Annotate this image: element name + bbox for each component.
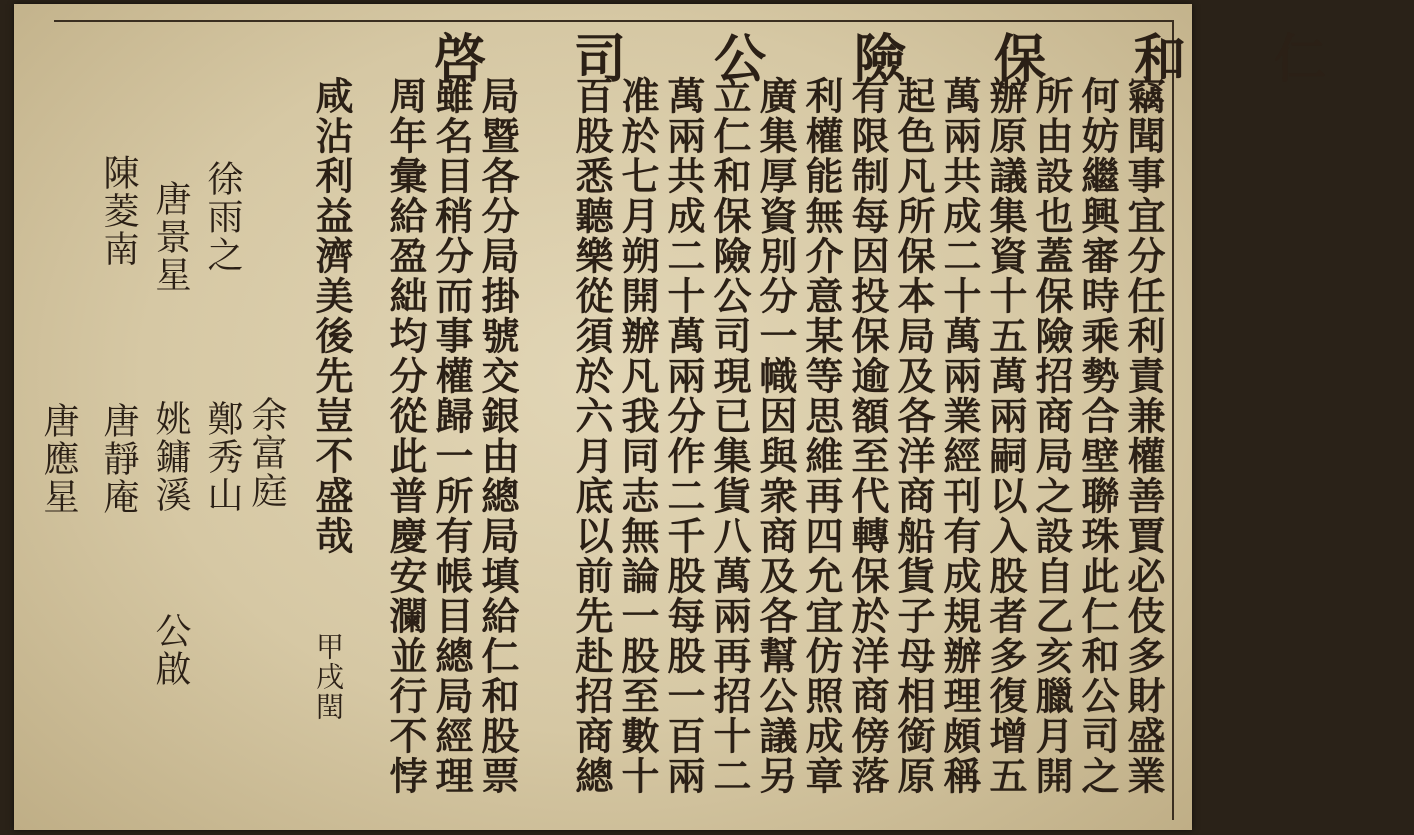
body-column-15: 雖名目稍分而事權歸一所有帳目總局經理	[429, 76, 474, 796]
body-column-4: 辦原議集資十五萬兩嗣以入股者多復增五	[983, 76, 1028, 796]
signatory-name: 陳菱南	[98, 154, 139, 268]
signatory-name: 姚鏞溪	[150, 400, 191, 514]
body-column-10: 立仁和保險公司現已集貨八萬兩再招十二	[707, 76, 752, 796]
signoff-text: 公啟	[150, 612, 191, 688]
body-column-6: 起色凡所保本局及各洋商船貨子母相銜原	[891, 76, 936, 796]
body-column-8: 利權能無介意某等思維再四允宜仿照成章	[799, 76, 844, 796]
body-column-17: 咸沾利益濟美後先豈不盛哉	[309, 76, 354, 556]
announcement-title: 仁和保險公司啓	[434, 29, 1414, 90]
top-border-rule	[54, 20, 1174, 22]
body-column-5: 萬兩共成二十萬兩業經刊有成規辦理頗稱	[937, 76, 982, 796]
newspaper-clipping	[14, 4, 1414, 830]
body-column-13: 百股悉聽樂從須於六月底以前先赴招商總	[569, 76, 614, 796]
signatory-name: 唐靜庵	[98, 402, 139, 516]
body-column-3: 所由設也蓋保險招商局之設自乙亥臘月開	[1029, 76, 1074, 796]
signatory-name: 余富庭	[246, 396, 287, 510]
body-column-16: 周年彙給盈絀均分從此普慶安瀾並行不悖	[383, 76, 428, 796]
date-text: 甲戌閏	[312, 632, 345, 722]
right-border-rule	[1172, 20, 1174, 820]
body-column-2: 何妨繼興審時乘勢合壁聯珠此仁和公司之	[1075, 76, 1120, 796]
body-column-14: 局暨各分局掛號交銀由總局填給仁和股票	[475, 76, 520, 796]
signatory-name: 唐應星	[38, 402, 79, 516]
signatory-name: 鄭秀山	[202, 400, 243, 514]
body-column-1: 竊聞事宜分任利責兼權善賈必伎多財盛業	[1121, 76, 1166, 796]
body-column-12: 准於七月朔開辦凡我同志無論一股至數十	[615, 76, 660, 796]
signatory-name: 徐雨之	[202, 160, 243, 274]
signatory-name: 唐景星	[150, 180, 191, 294]
body-column-9: 廣集厚資別分一幟因與衆商及各幫公議另	[753, 76, 798, 796]
body-column-7: 有限制每因投保逾額至代轉保於洋商傍落	[845, 76, 890, 796]
body-column-11: 萬兩共成二十萬兩分作二千股每股一百兩	[661, 76, 706, 796]
